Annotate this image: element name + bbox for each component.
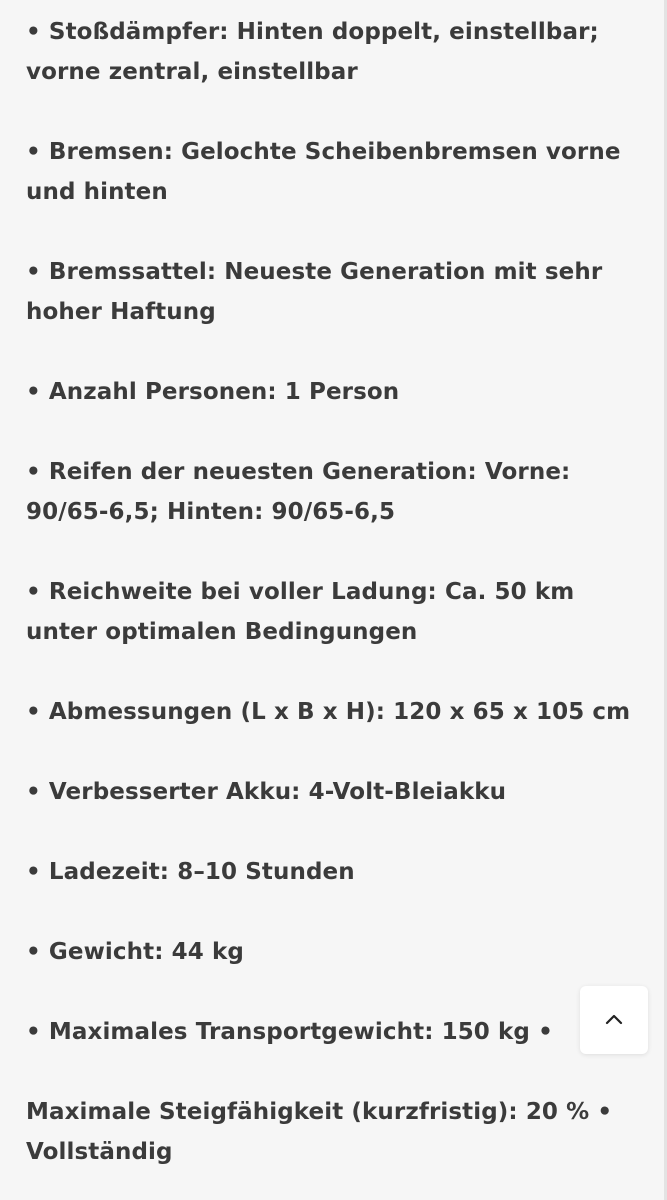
spec-shock-absorbers: • Stoßdämpfer: Hinten doppelt, einstellbar; vorne zentral, einstellbar	[26, 19, 599, 85]
spec-list	[26, 12, 646, 1172]
spec-range: • Reichweite bei voller Ladung: Ca. 50 km unter optimalen Bedingungen	[26, 579, 575, 645]
spec-weight: • Gewicht: 44 kg	[26, 939, 244, 965]
spec-brake-caliper: • Bremssattel: Neueste Generation mit sehr hoher Haftung	[26, 259, 603, 325]
scroll-to-top-button[interactable]	[580, 986, 648, 1054]
spec-brakes: • Bremsen: Gelochte Scheibenbremsen vorne und hinten	[26, 139, 621, 205]
chevron-up-icon	[602, 1008, 626, 1032]
spec-dimensions: • Abmessungen (L x B x H): 120 x 65 x 105 cm	[26, 699, 631, 725]
spec-battery: • Verbesserter Akku: 4-Volt-Bleiakku	[26, 779, 507, 805]
spec-max-load: • Maximales Transportgewicht: 150 kg •	[26, 1019, 553, 1045]
spec-persons: • Anzahl Personen: 1 Person	[26, 379, 400, 405]
spec-max-gradient: Maximale Steigfähigkeit (kurzfristig): 20 % • Vollständig	[26, 1099, 613, 1165]
spec-tires: • Reifen der neuesten Generation: Vorne: 90/65-6,5; Hinten: 90/65-6,5	[26, 459, 571, 525]
spec-charging-time: • Ladezeit: 8–10 Stunden	[26, 859, 355, 885]
